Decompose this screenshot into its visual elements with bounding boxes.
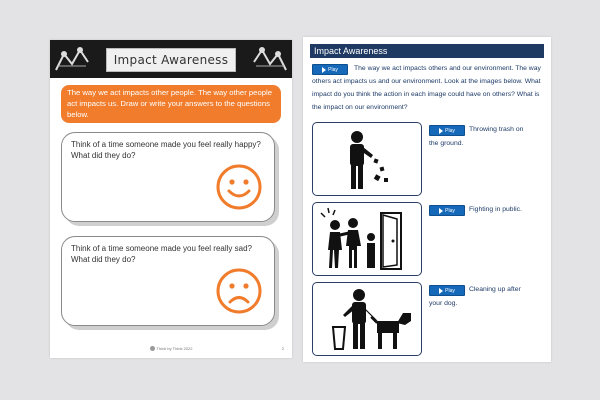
activity-page bbox=[303, 37, 551, 362]
skeleton-decoration-icon bbox=[54, 44, 90, 74]
play-button-item-2[interactable] bbox=[429, 205, 465, 216]
worksheet-instructions: The way we act impacts other people. The way other people act impacts us. Draw or write your answers to the questions below. bbox=[61, 85, 281, 123]
activity-header: Impact Awareness bbox=[310, 44, 544, 58]
dog-cleanup-image bbox=[312, 282, 422, 356]
sad-face-icon bbox=[215, 267, 263, 315]
fighting-image bbox=[312, 202, 422, 276]
worksheet-banner bbox=[50, 40, 292, 78]
play-label: Play bbox=[445, 288, 455, 294]
play-button-item-1[interactable] bbox=[429, 125, 465, 136]
play-label: Play bbox=[328, 67, 338, 73]
item-label-line2: your dog. bbox=[429, 300, 458, 307]
fighting-icon bbox=[313, 203, 421, 275]
worksheet-footer bbox=[50, 346, 292, 351]
play-label: Play bbox=[445, 208, 455, 214]
dog-cleanup-icon bbox=[313, 283, 421, 355]
footer-text: Think by Think 2022 bbox=[156, 346, 193, 351]
worksheet-page bbox=[50, 40, 292, 358]
play-button-item-3[interactable] bbox=[429, 285, 465, 296]
item-label-line2: the ground. bbox=[429, 140, 464, 147]
item-label-line1: Cleaning up after bbox=[469, 286, 521, 293]
question-card-sad[interactable] bbox=[61, 236, 275, 326]
item-label-line1: Fighting in public. bbox=[469, 206, 522, 213]
play-label: Play bbox=[445, 128, 455, 134]
skeleton-decoration-icon bbox=[252, 44, 288, 74]
play-icon bbox=[439, 128, 443, 134]
play-icon bbox=[439, 208, 443, 214]
question-text: Think of a time someone made you feel really happy? What did they do? bbox=[71, 140, 261, 160]
throwing-trash-icon bbox=[313, 123, 421, 195]
logo-icon bbox=[150, 346, 155, 351]
question-card-happy[interactable] bbox=[61, 132, 275, 222]
item-label-line1: Throwing trash on bbox=[469, 126, 524, 133]
activity-intro: The way we act impacts others and our environment. The way others act impacts us and our environment. Look at the images below. What impact do you think the action in each image could have on others? What is the impact on our environment? bbox=[312, 65, 541, 111]
question-text: Think of a time someone made you feel really sad? What did they do? bbox=[71, 244, 252, 264]
smiley-face-icon bbox=[215, 163, 263, 211]
throwing-trash-image bbox=[312, 122, 422, 196]
play-icon bbox=[439, 288, 443, 294]
worksheet-title: Impact Awareness bbox=[106, 48, 236, 72]
page-number: 2 bbox=[281, 346, 284, 351]
